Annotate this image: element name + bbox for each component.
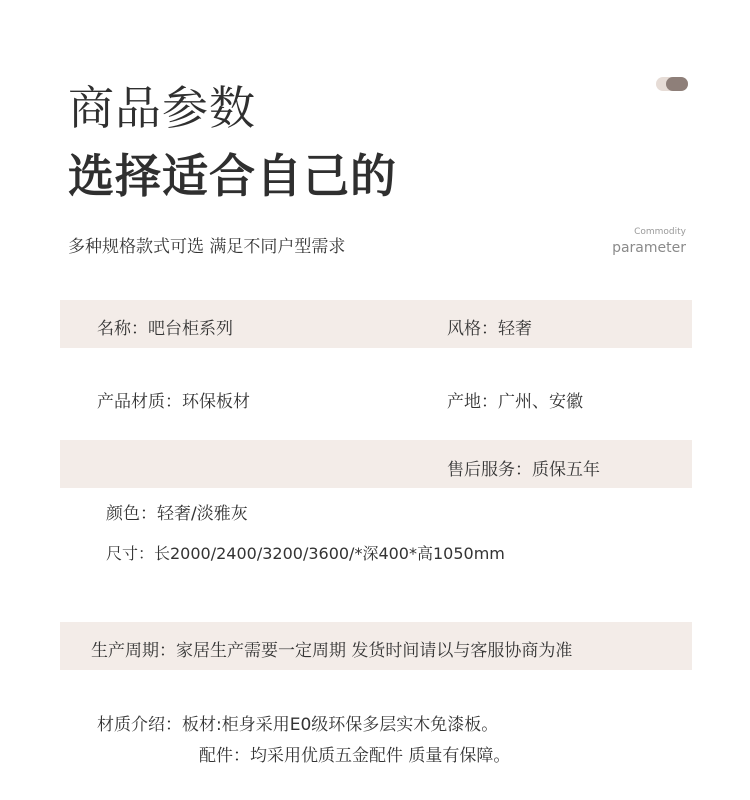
commodity-tag: Commodity — [634, 227, 686, 237]
param-material: 产品材质：环保板材 — [97, 392, 250, 412]
toggle-knob — [666, 77, 688, 91]
param-cycle: 生产周期：家居生产需要一定周期 发货时间请以与客服协商为准 — [91, 641, 573, 661]
page-subtitle: 多种规格款式可选 满足不同户型需求 — [68, 237, 346, 257]
param-origin: 产地：广州、安徽 — [447, 392, 583, 412]
param-name: 名称：吧台柜系列 — [97, 319, 233, 339]
parameter-tag: parameter — [612, 240, 686, 256]
param-fittings: 配件：均采用优质五金配件 质量有保障。 — [199, 746, 511, 766]
param-material-intro: 材质介绍：板材:柜身采用E0级环保多层实木免漆板。 — [97, 715, 499, 735]
page-headline: 选择适合自己的 — [68, 149, 397, 203]
decorative-toggle-icon — [656, 77, 688, 91]
param-service: 售后服务：质保五年 — [447, 460, 600, 480]
param-color: 颜色：轻奢/淡雅灰 — [106, 504, 248, 524]
param-size: 尺寸：长2000/2400/3200/3600/*深400*高1050mm — [106, 544, 505, 563]
page-title: 商品参数 — [68, 81, 256, 135]
param-style: 风格：轻奢 — [447, 319, 532, 339]
